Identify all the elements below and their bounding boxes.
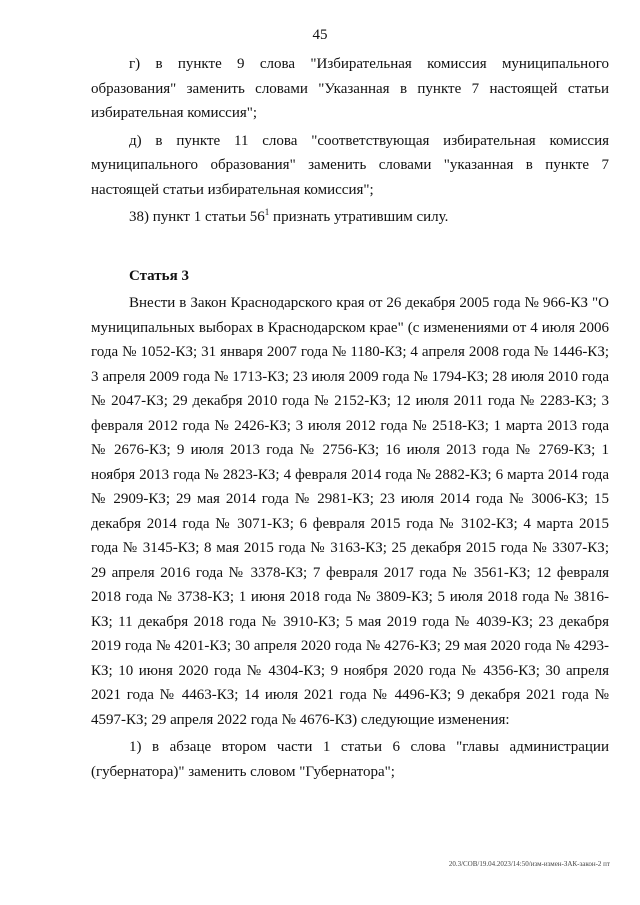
paragraph-item-38-text: 38) пункт 1 статьи 56 xyxy=(129,209,265,225)
article-item-1: 1) в абзаце втором части 1 статьи 6 слова "главы администрации (губернатора)" заменить словом "Губернатора"; xyxy=(91,739,609,780)
page-number: 45 xyxy=(312,27,328,43)
article-intro: Внести в Закон Краснодарского края от 26 декабря 2005 года № 966-КЗ "О муниципальных выборах в Краснодарском крае" (с изменениями от 4 июля 2006 года № 1052-КЗ; 31 января 2007 года № 1180-КЗ; 4 апреля 2008 года № 1446-КЗ; 3 апреля 2009 года № 1713-КЗ; 23 июля 2009 года № 1794-КЗ; 28 июля 2010 года № 2047-КЗ; 29 декабря 2010 года № 2152-КЗ; 12 июля 2011 года № 2283-КЗ; 3 февраля 2012 года № 2426-КЗ; 3 июля 2012 года № 2518-КЗ; 1 марта 2013 года № 2676-КЗ; 9 июля 2013 года № 2756-КЗ; 16 июля 2013 года № 2769-КЗ; 1 ноября 2013 года № 2823-КЗ; 4 февраля 2014 года № 2882-КЗ; 6 марта 2014 года № 2909-КЗ; 29 мая 2014 года № 2981-КЗ; 23 июля 2014 года № 3006-КЗ; 15 декабря 2014 года № 3071-КЗ; 6 февраля 2015 года № 3102-КЗ; 4 марта 2015 года № 3145-КЗ; 8 мая 2015 года № 3163-КЗ; 25 декабря 2015 года № 3307-КЗ; 29 апреля 2016 года № 3378-КЗ; 7 февраля 2017 года № 3561-КЗ; 12 февраля 2018 года № 3738-КЗ; 1 июня 2018 года № 3809-КЗ; 5 июля 2018 года № 3816-КЗ; 11 декабря 2018 года № 3910-КЗ; 5 мая 2019 года № 4039-КЗ; 23 декабря 2019 года № 4201-КЗ; 30 апреля 2020 года № 4276-КЗ; 29 мая 2020 года № 4293-КЗ; 10 июня 2020 года № 4304-КЗ; 9 ноября 2020 года № 4356-КЗ; 30 апреля 2021 года № 4463-КЗ; 14 июля 2021 года № 4496-КЗ; 9 декабря 2021 года № 4597-КЗ; 29 апреля 2022 года № 4676-КЗ) следующие изменения: xyxy=(91,295,609,728)
document-body xyxy=(91,52,609,784)
document-footer-code: 20.3/СОВ/19.04.2023/14:50/изм-измен-ЗАК-закон-2 пт xyxy=(448,860,610,868)
paragraph-item-g: г) в пункте 9 слова "Избирательная комиссия муниципального образования" заменить словами "Указанная в пункте 7 настоящей статьи избирательная комиссия"; xyxy=(91,56,609,121)
paragraph-item-38 xyxy=(91,205,609,230)
superscript-article-number: 1 xyxy=(264,207,270,217)
paragraph-item-38-tail: признать утратившим силу. xyxy=(269,209,449,225)
paragraph-item-d: д) в пункте 11 слова "соответствующая избирательная комиссия муниципального образования" заменить словами "указанная в пункте 7 настоящей статьи избирательная комиссия"; xyxy=(91,132,609,198)
article-heading: Статья 3 xyxy=(129,267,189,284)
